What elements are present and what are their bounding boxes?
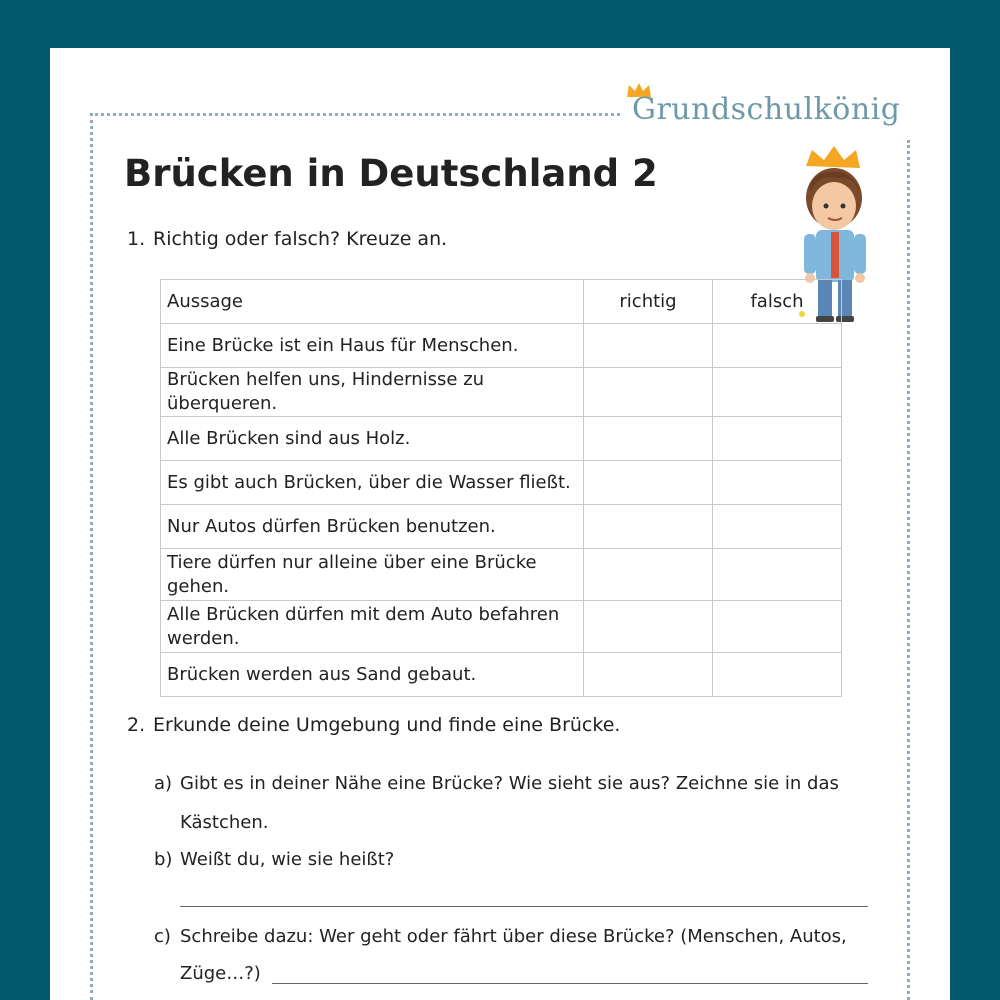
- task-1-text: Richtig oder falsch? Kreuze an.: [153, 228, 448, 250]
- task-2b-answer-line[interactable]: [180, 906, 868, 907]
- table-row: [161, 549, 842, 601]
- table-row: [161, 505, 842, 549]
- task-1-number: 1.: [127, 228, 146, 250]
- statement-cell: Tiere dürfen nur alleine über eine Brücke gehen.: [161, 549, 584, 601]
- statement-cell: Brücken werden aus Sand gebaut.: [161, 653, 584, 697]
- statement-table: [160, 279, 842, 697]
- table-row: [161, 601, 842, 653]
- falsch-checkbox-cell[interactable]: [713, 461, 842, 505]
- falsch-checkbox-cell[interactable]: [713, 653, 842, 697]
- task-1-instruction: [127, 228, 447, 250]
- table-row: [161, 653, 842, 697]
- brand-logo: Grundschulkönig: [632, 92, 901, 127]
- richtig-checkbox-cell[interactable]: [584, 653, 713, 697]
- richtig-checkbox-cell[interactable]: [584, 549, 713, 601]
- task-2-text: Erkunde deine Umgebung und finde eine Brücke.: [153, 714, 621, 736]
- richtig-checkbox-cell[interactable]: [584, 461, 713, 505]
- task-2-instruction: [127, 714, 620, 736]
- task-2a-text: Gibt es in deiner Nähe eine Brücke? Wie sieht sie aus? Zeichne sie in das: [180, 773, 839, 794]
- statement-cell: Alle Brücken dürfen mit dem Auto befahren werden.: [161, 601, 584, 653]
- page-title: Brücken in Deutschland 2: [124, 152, 658, 195]
- falsch-checkbox-cell[interactable]: [713, 505, 842, 549]
- table-row: [161, 324, 842, 368]
- dotted-border-top: [90, 113, 620, 116]
- task-2c-text: Schreibe dazu: Wer geht oder fährt über diese Brücke? (Menschen, Autos,: [180, 926, 847, 947]
- dotted-border-left: [90, 113, 93, 1000]
- table-row: [161, 461, 842, 505]
- statement-cell: Es gibt auch Brücken, über die Wasser fließt.: [161, 461, 584, 505]
- table-header-row: [161, 280, 842, 324]
- statement-cell: Brücken helfen uns, Hindernisse zu überqueren.: [161, 368, 584, 417]
- richtig-checkbox-cell[interactable]: [584, 324, 713, 368]
- header-aussage: Aussage: [161, 280, 584, 324]
- task-2b-label: b): [154, 849, 173, 870]
- task-2c: [154, 926, 847, 947]
- richtig-checkbox-cell[interactable]: [584, 368, 713, 417]
- task-2a: [154, 773, 839, 794]
- falsch-checkbox-cell[interactable]: [713, 368, 842, 417]
- task-2c-continued: Züge…?): [180, 963, 261, 984]
- dotted-border-right: [907, 140, 910, 1000]
- table-row: [161, 368, 842, 417]
- task-2b-text: Weißt du, wie sie heißt?: [180, 849, 395, 870]
- falsch-checkbox-cell[interactable]: [713, 324, 842, 368]
- statement-cell: Eine Brücke ist ein Haus für Menschen.: [161, 324, 584, 368]
- task-2c-answer-line[interactable]: [272, 983, 868, 984]
- task-2a-continued: Kästchen.: [180, 812, 269, 833]
- falsch-checkbox-cell[interactable]: [713, 417, 842, 461]
- table-row: [161, 417, 842, 461]
- header-falsch: falsch: [713, 280, 842, 324]
- falsch-checkbox-cell[interactable]: [713, 549, 842, 601]
- richtig-checkbox-cell[interactable]: [584, 601, 713, 653]
- richtig-checkbox-cell[interactable]: [584, 505, 713, 549]
- task-2c-label: c): [154, 926, 171, 947]
- falsch-checkbox-cell[interactable]: [713, 601, 842, 653]
- statement-cell: Nur Autos dürfen Brücken benutzen.: [161, 505, 584, 549]
- task-2a-label: a): [154, 773, 173, 794]
- header-richtig: richtig: [584, 280, 713, 324]
- richtig-checkbox-cell[interactable]: [584, 417, 713, 461]
- statement-cell: Alle Brücken sind aus Holz.: [161, 417, 584, 461]
- task-2b: [154, 849, 394, 870]
- task-2-number: 2.: [127, 714, 146, 736]
